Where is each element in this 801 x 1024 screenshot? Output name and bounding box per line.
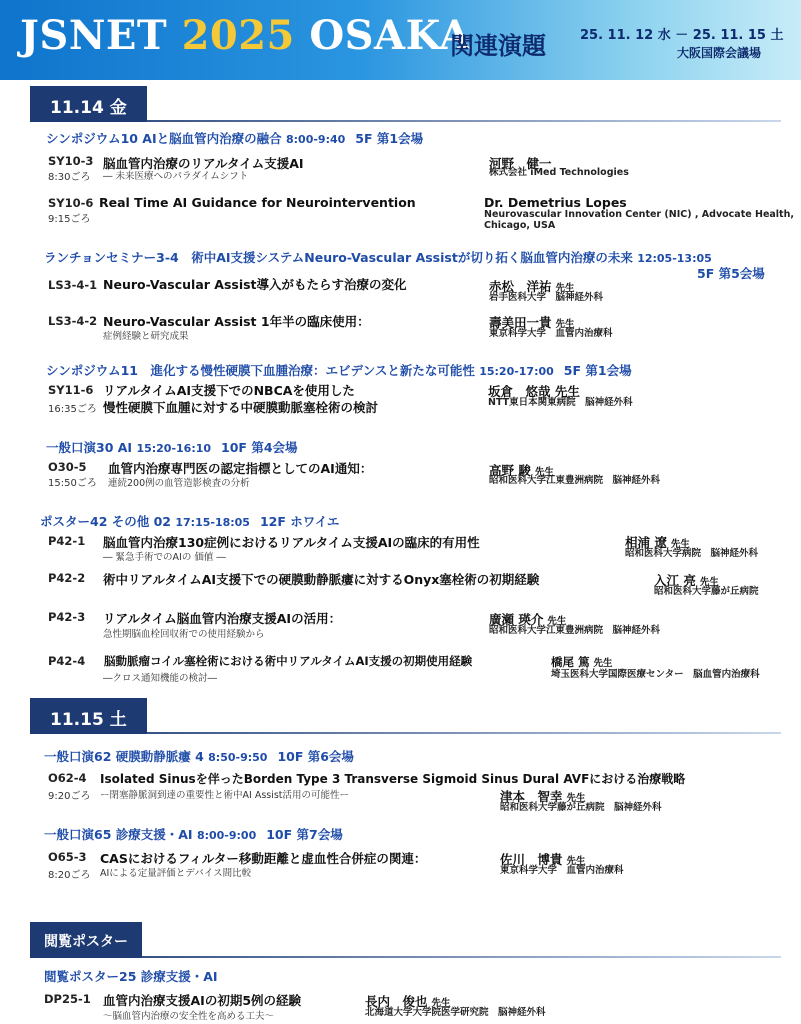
abstract-code: O30-5 [48, 460, 87, 474]
speaker-affiliation: Chicago, USA [484, 220, 556, 231]
day-band-1114 [0, 86, 801, 122]
abstract-subtitle: ― 未来医療へのパラダイムシフト [103, 171, 249, 182]
abstract-code: DP25-1 [44, 992, 91, 1006]
abstract-code: LS3-4-1 [48, 278, 98, 292]
speaker-affiliation: 北海道大学大学院医学研究院 脳神経外科 [365, 1007, 546, 1018]
abstract-title: リアルタイム脳血管内治療支援AIの活用： [103, 611, 342, 626]
session-title: 閲覧ポスター25 診療支援・AI [44, 969, 218, 984]
session-title: ランチョンセミナー3-4 術中AI支援システムNeuro-Vascular Assistが切り拓く脳血管内治療の未来 12:05-13:05 [44, 250, 712, 265]
abstract-subtitle: 連続200例の血管造影検査の分析 [108, 478, 250, 489]
speaker-name: 高野 駿 先生 [489, 463, 554, 478]
speaker-affiliation: 岩手医科大学 脳神経外科 [489, 292, 604, 303]
session-title: 一般口演30 AI 15:20-16:10 10F 第4会場 [46, 440, 298, 455]
speaker-affiliation: 昭和医科大学江東豊洲病院 脳神経外科 [489, 625, 661, 636]
abstract-title: 血管内治療専門医の認定指標としてのAI通知： [108, 461, 373, 476]
speaker-name: Dr. Demetrius Lopes [484, 195, 627, 210]
abstract-title: 慢性硬膜下血腫に対する中硬膜動脈塞栓術の検討 [103, 400, 379, 415]
speaker-name: 入江 亮 先生 [654, 573, 719, 588]
speaker-name: 赤松 洋祐 先生 [489, 279, 575, 294]
abstract-time: 8:20ごろ [48, 870, 91, 881]
abstract-time: 15:50ごろ [48, 478, 97, 489]
abstract-code: P42-1 [48, 534, 86, 548]
header-title: 関連演題 [450, 32, 546, 60]
speaker-affiliation: 埼玉医科大学国際医療センター 脳血管内治療科 [551, 669, 760, 680]
abstract-time: 8:30ごろ [48, 172, 91, 183]
abstract-title: 脳血管内治療のリアルタイム支援AI [103, 156, 304, 171]
abstract-code: SY10-3 [48, 154, 94, 168]
speaker-affiliation: 昭和医科大学江東豊洲病院 脳神経外科 [489, 475, 661, 486]
abstract-code: SY11-6 [48, 383, 94, 397]
abstract-title: Neuro-Vascular Assist導入がもたらす治療の変化 [103, 277, 407, 292]
abstract-title: CASにおけるフィルター移動距離と虚血性合併症の関連： [100, 851, 427, 866]
speaker-name: 佐川 博貴 先生 [500, 852, 586, 867]
speaker-affiliation: 昭和医科大学藤が丘病院 脳神経外科 [500, 802, 662, 813]
abstract-time: 9:20ごろ [48, 791, 91, 802]
event-logo: JSNET 2025 OSAKA [20, 12, 471, 59]
abstract-title: 術中リアルタイムAI支援下での硬膜動静脈瘻に対するOnyx塞栓術の初期経験 [103, 572, 540, 587]
speaker-name: 相浦 遼 先生 [625, 535, 690, 550]
session-title: 一般口演62 硬膜動静脈瘻 4 8:50-9:50 10F 第6会場 [44, 749, 354, 764]
session-title: シンポジウム10 AIと脳血管内治療の融合 8:00-9:40 5F 第1会場 [46, 131, 424, 146]
speaker-affiliation: 株式会社 iMed Technologies [489, 167, 629, 178]
abstract-time: 16:35ごろ [48, 404, 97, 415]
abstract-subtitle: 症例経験と研究成果 [103, 331, 189, 342]
header-banner [0, 0, 801, 80]
abstract-title: リアルタイムAI支援下でのNBCAを使用した [103, 383, 355, 398]
poster-label: 閲覧ポスター [30, 922, 142, 958]
abstract-time: 9:15ごろ [48, 214, 91, 225]
session-room: 5F 第5会場 [697, 266, 765, 281]
speaker-name: 廣瀬 瑛介 先生 [489, 612, 567, 627]
abstract-subtitle: ー閉塞静脈洞到達の重要性と術中AI Assist活用の可能性ー [100, 790, 350, 801]
abstract-code: SY10-6 [48, 196, 94, 210]
session-title: ポスター42 その他 02 17:15-18:05 12F ホワイエ [40, 514, 340, 529]
abstract-title: Real Time AI Guidance for Neurointervention [99, 195, 416, 210]
abstract-title: 脳血管内治療130症例におけるリアルタイム支援AIの臨床的有用性 [103, 535, 480, 550]
abstract-subtitle: ～脳血管内治療の安全性を高める工夫～ [103, 1011, 275, 1022]
day-label: 11.15 土 [30, 698, 147, 734]
abstract-subtitle: AIによる定量評価とデバイス間比較 [100, 868, 252, 879]
poster-band [0, 922, 801, 958]
speaker-name: 橋尾 篤 先生 [551, 655, 613, 669]
speaker-affiliation: Neurovascular Innovation Center (NIC) , Advocate Health, [484, 209, 794, 220]
abstract-title: Neuro-Vascular Assist 1年半の臨床使用： [103, 314, 370, 329]
abstract-title: 脳動脈瘤コイル塞栓術における術中リアルタイムAI支援の初期使用経験 [104, 654, 473, 668]
speaker-name: 坂倉 悠哉 先生 [488, 384, 580, 399]
speaker-name: 河野 健一 [489, 156, 552, 171]
speaker-affiliation: 東京科学大学 血管内治療科 [500, 865, 624, 876]
speaker-affiliation: 昭和医科大学藤が丘病院 [654, 586, 759, 597]
speaker-affiliation: 昭和医科大学病院 脳神経外科 [625, 548, 759, 559]
abstract-subtitle: ― 緊急手術でのAIの 価値 ― [103, 552, 226, 563]
abstract-subtitle: ―クロス通知機能の検討― [103, 673, 218, 684]
abstract-code: O62-4 [48, 771, 87, 785]
abstract-subtitle: 急性期脳血栓回収術での使用経験から [103, 629, 265, 640]
session-title: 一般口演65 診療支援・AI 8:00-9:00 10F 第7会場 [44, 827, 343, 842]
speaker-affiliation: 東京科学大学 血管内治療科 [489, 328, 613, 339]
event-venue: 大阪国際会議場 [677, 46, 762, 60]
abstract-code: P42-3 [48, 610, 86, 624]
speaker-name: 津本 智幸 先生 [500, 789, 586, 804]
abstract-title: Isolated Sinusを伴ったBorden Type 3 Transverse Sigmoid Sinus Dural AVFにおける治療戦略 [100, 772, 686, 786]
speaker-name: 壽美田一貴 先生 [489, 315, 575, 330]
session-title: シンポジウム11 進化する慢性硬膜下血腫治療：エビデンスと新たな可能性 15:20-17:00 5F 第1会場 [46, 363, 632, 378]
abstract-code: P42-2 [48, 571, 86, 585]
abstract-code: P42-4 [48, 654, 86, 668]
speaker-affiliation: NTT東日本関東病院 脳神経外科 [488, 397, 633, 408]
day-band-1115 [0, 698, 801, 734]
abstract-code: LS3-4-2 [48, 314, 98, 328]
event-dates: 25. 11. 12 水 － 25. 11. 15 土 [580, 28, 784, 43]
day-label: 11.14 金 [30, 86, 147, 122]
abstract-title: 血管内治療支援AIの初期5例の経験 [103, 993, 302, 1008]
speaker-name: 長内 俊也 先生 [365, 994, 451, 1009]
abstract-code: O65-3 [48, 850, 87, 864]
